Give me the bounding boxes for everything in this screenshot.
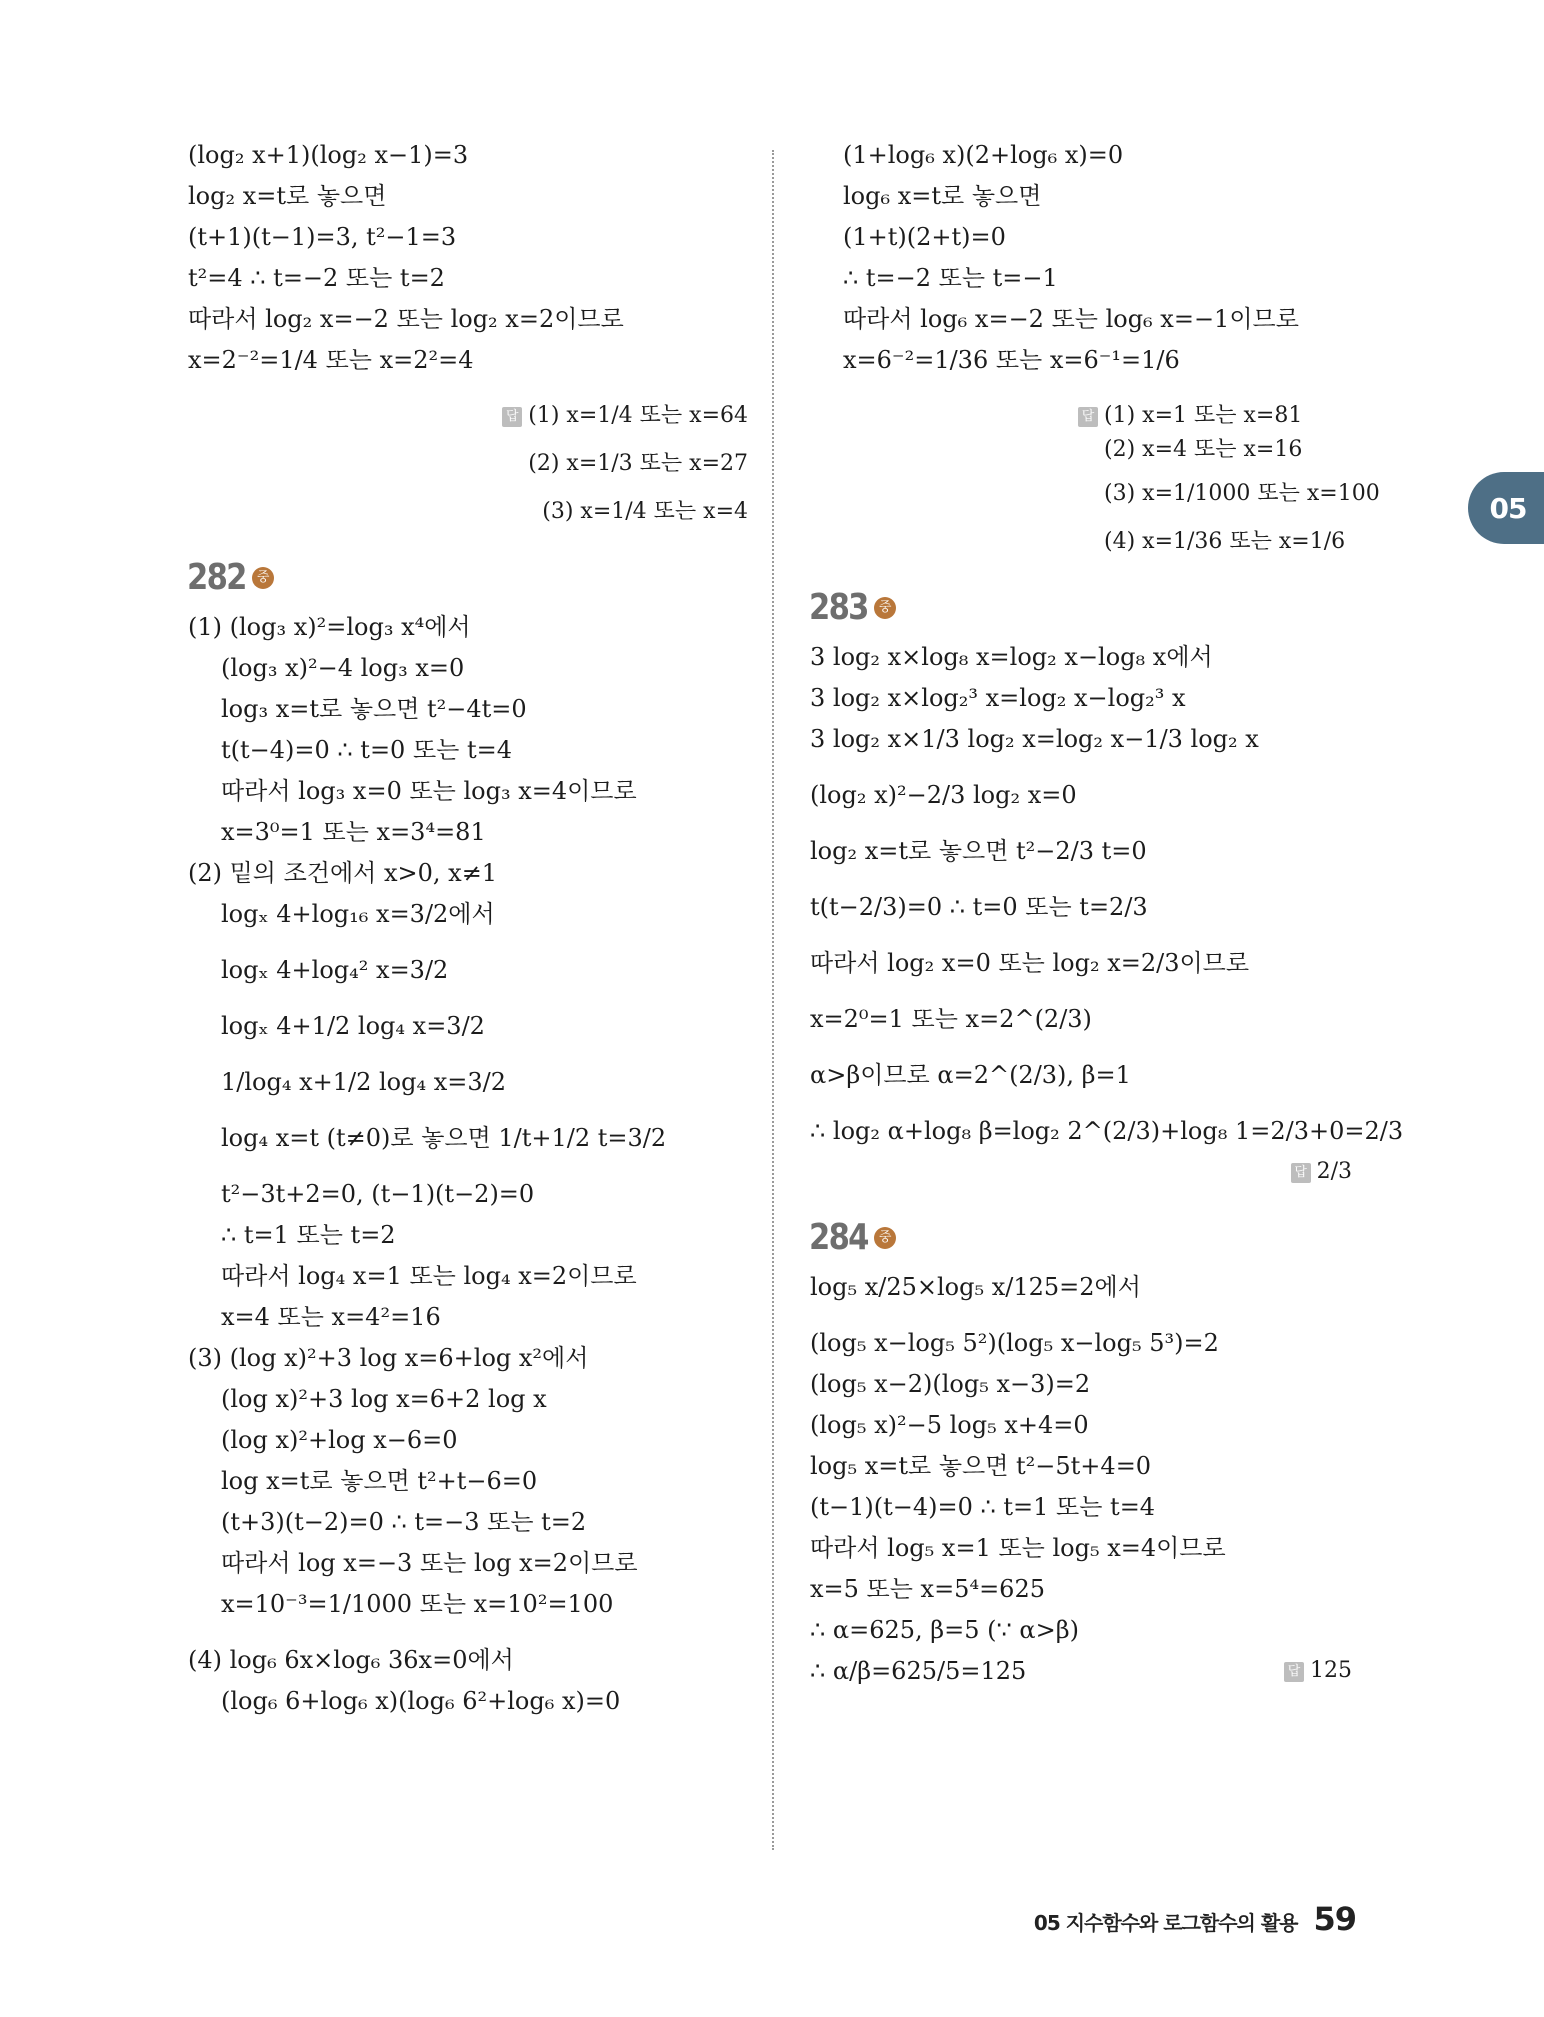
solution-line: α>β이므로 α=2^(2/3), β=1 xyxy=(810,1061,1131,1089)
solution-line: 1/log₄ x+1/2 log₄ x=3/2 xyxy=(221,1068,506,1096)
answer-block xyxy=(188,401,748,527)
solution-line: ∴ α=625, β=5 (∵ α>β) xyxy=(810,1616,1079,1644)
solution-line: logₓ 4+1/2 log₄ x=3/2 xyxy=(221,1012,485,1040)
solution-line: 따라서 log₃ x=0 또는 log₃ x=4이므로 xyxy=(221,777,637,805)
answer-line xyxy=(188,401,748,431)
solution-line: x=6⁻²=1/36 또는 x=6⁻¹=1/6 xyxy=(843,346,1180,374)
answer-marker-icon: 답 xyxy=(1078,407,1098,427)
solution-line: 3 log₂ x×log₈ x=log₂ x−log₈ x에서 xyxy=(810,643,1213,671)
solution-line: log₃ x=t로 놓으면 t²−4t=0 xyxy=(221,695,527,723)
solution-line: 따라서 log x=−3 또는 log x=2이므로 xyxy=(221,1549,638,1577)
solution-line: (1+t)(2+t)=0 xyxy=(843,223,1006,251)
chapter-title: 05 지수함수와 로그함수의 활용 xyxy=(1033,1911,1298,1935)
answer-line xyxy=(810,435,1370,465)
answer-marker-icon: 답 xyxy=(1284,1662,1304,1682)
solution-line: logₓ 4+log₄² x=3/2 xyxy=(221,956,449,984)
solution-line: x=3⁰=1 또는 x=3⁴=81 xyxy=(221,818,486,846)
solution-line: t(t−2/3)=0 ∴ t=0 또는 t=2/3 xyxy=(810,893,1148,921)
answer-block xyxy=(810,401,1380,557)
answer-text: (3) x=1/1000 또는 x=100 xyxy=(1104,481,1380,506)
answer-line xyxy=(810,401,1370,431)
answer-line xyxy=(810,1157,1352,1187)
solution-line: (log₃ x)²−4 log₃ x=0 xyxy=(221,654,465,682)
answer-marker-icon: 답 xyxy=(1291,1163,1311,1183)
problem-header xyxy=(187,557,748,598)
solution-line: (log₅ x)²−5 log₅ x+4=0 xyxy=(810,1411,1089,1439)
difficulty-badge: 중 xyxy=(252,567,274,589)
answer-line xyxy=(810,479,1380,509)
solution-line: x=2⁰=1 또는 x=2^(2/3) xyxy=(810,1005,1092,1033)
solution-line: (t+3)(t−2)=0 ∴ t=−3 또는 t=2 xyxy=(221,1508,587,1536)
solution-line: (3) (log x)²+3 log x=6+log x²에서 xyxy=(188,1344,589,1372)
problem-number: 284 xyxy=(809,1217,868,1258)
answer-marker-icon: 답 xyxy=(502,407,522,427)
solution-line: (log x)²+3 log x=6+2 log x xyxy=(221,1385,547,1413)
solution-line: log₂ x=t로 놓으면 xyxy=(188,182,387,210)
solution-line: ∴ t=−2 또는 t=−1 xyxy=(843,264,1058,292)
solution-line: ∴ log₂ α+log₈ β=log₂ 2^(2/3)+log₈ 1=2/3+0=2/3 xyxy=(810,1117,1404,1145)
solution-line: x=4 또는 x=4²=16 xyxy=(221,1303,441,1331)
answer-text: (1) x=1 또는 x=81 xyxy=(1104,403,1303,428)
solution-line: log₂ x=t로 놓으면 t²−2/3 t=0 xyxy=(810,837,1147,865)
solution-line: (log₆ 6+log₆ x)(log₆ 6²+log₆ x)=0 xyxy=(221,1687,621,1715)
solution-line: (2) 밑의 조건에서 x>0, x≠1 xyxy=(188,859,498,887)
solution-line: (log₅ x−log₅ 5²)(log₅ x−log₅ 5³)=2 xyxy=(810,1329,1219,1357)
solution-line: 따라서 log₂ x=0 또는 log₂ x=2/3이므로 xyxy=(810,949,1250,977)
solution-line: x=2⁻²=1/4 또는 x=2²=4 xyxy=(188,346,474,374)
solution-line: 따라서 log₄ x=1 또는 log₄ x=2이므로 xyxy=(221,1262,637,1290)
solution-line: t(t−4)=0 ∴ t=0 또는 t=4 xyxy=(221,736,512,764)
chapter-side-tab: 05 xyxy=(1468,472,1544,544)
solution-line: (4) log₆ 6x×log₆ 36x=0에서 xyxy=(188,1646,514,1674)
left-column xyxy=(188,140,748,1727)
solution-line: (1) (log₃ x)²=log₃ x⁴에서 xyxy=(188,613,471,641)
solution-line: log₅ x=t로 놓으면 t²−5t+4=0 xyxy=(810,1452,1152,1480)
answer-text: (2) x=4 또는 x=16 xyxy=(1104,437,1303,462)
solution-text: ∴ α/β=625/5=125 xyxy=(810,1657,1027,1685)
answer-line xyxy=(1284,1656,1352,1686)
difficulty-badge: 중 xyxy=(874,597,896,619)
solution-line: log₄ x=t (t≠0)로 놓으면 1/t+1/2 t=3/2 xyxy=(221,1124,667,1152)
answer-text: (3) x=1/4 또는 x=4 xyxy=(542,499,748,524)
solution-line: x=10⁻³=1/1000 또는 x=10²=100 xyxy=(221,1590,614,1618)
solution-line: 3 log₂ x×log₂³ x=log₂ x−log₂³ x xyxy=(810,684,1186,712)
answer-line xyxy=(810,527,1370,557)
column-divider xyxy=(772,150,774,1850)
page-footer xyxy=(1034,1900,1356,1938)
problem-header xyxy=(809,1217,1370,1258)
answer-text: (1) x=1/4 또는 x=64 xyxy=(528,403,748,428)
answer-text: (4) x=1/36 또는 x=1/6 xyxy=(1104,529,1346,554)
solution-line: 따라서 log₆ x=−2 또는 log₆ x=−1이므로 xyxy=(843,305,1299,333)
solution-line: t²=4 ∴ t=−2 또는 t=2 xyxy=(188,264,445,292)
answer-line xyxy=(188,449,748,479)
solution-line: log₅ x/25×log₅ x/125=2에서 xyxy=(810,1273,1141,1301)
problem-number: 283 xyxy=(809,587,868,628)
answer-text: (2) x=1/3 또는 x=27 xyxy=(528,451,748,476)
solution-line: 따라서 log₅ x=1 또는 log₅ x=4이므로 xyxy=(810,1534,1226,1562)
solution-line xyxy=(810,1656,1370,1686)
answer-text: 125 xyxy=(1310,1658,1352,1683)
right-column xyxy=(809,140,1404,1697)
answer-text: 2/3 xyxy=(1316,1159,1352,1184)
solution-line: x=5 또는 x=5⁴=625 xyxy=(810,1575,1045,1603)
solution-line: (t−1)(t−4)=0 ∴ t=1 또는 t=4 xyxy=(810,1493,1156,1521)
solution-line: (t+1)(t−1)=3, t²−1=3 xyxy=(188,223,457,251)
solution-line: log₆ x=t로 놓으면 xyxy=(843,182,1042,210)
solution-line: 따라서 log₂ x=−2 또는 log₂ x=2이므로 xyxy=(188,305,624,333)
problem-number: 282 xyxy=(187,557,246,598)
solution-line: (log₂ x)²−2/3 log₂ x=0 xyxy=(810,781,1077,809)
solution-line: (log₅ x−2)(log₅ x−3)=2 xyxy=(810,1370,1091,1398)
solution-line: 3 log₂ x×1/3 log₂ x=log₂ x−1/3 log₂ x xyxy=(810,725,1259,753)
difficulty-badge: 중 xyxy=(874,1227,896,1249)
solution-line: t²−3t+2=0, (t−1)(t−2)=0 xyxy=(221,1180,535,1208)
solution-line: logₓ 4+log₁₆ x=3/2에서 xyxy=(221,900,495,928)
problem-header xyxy=(809,587,1370,628)
solution-line: log x=t로 놓으면 t²+t−6=0 xyxy=(221,1467,538,1495)
solution-line: (log x)²+log x−6=0 xyxy=(221,1426,458,1454)
solution-line: ∴ t=1 또는 t=2 xyxy=(221,1221,396,1249)
page-number: 59 xyxy=(1313,1900,1356,1938)
solution-line: (1+log₆ x)(2+log₆ x)=0 xyxy=(843,141,1124,169)
solution-line: (log₂ x+1)(log₂ x−1)=3 xyxy=(188,141,469,169)
answer-line xyxy=(188,497,748,527)
